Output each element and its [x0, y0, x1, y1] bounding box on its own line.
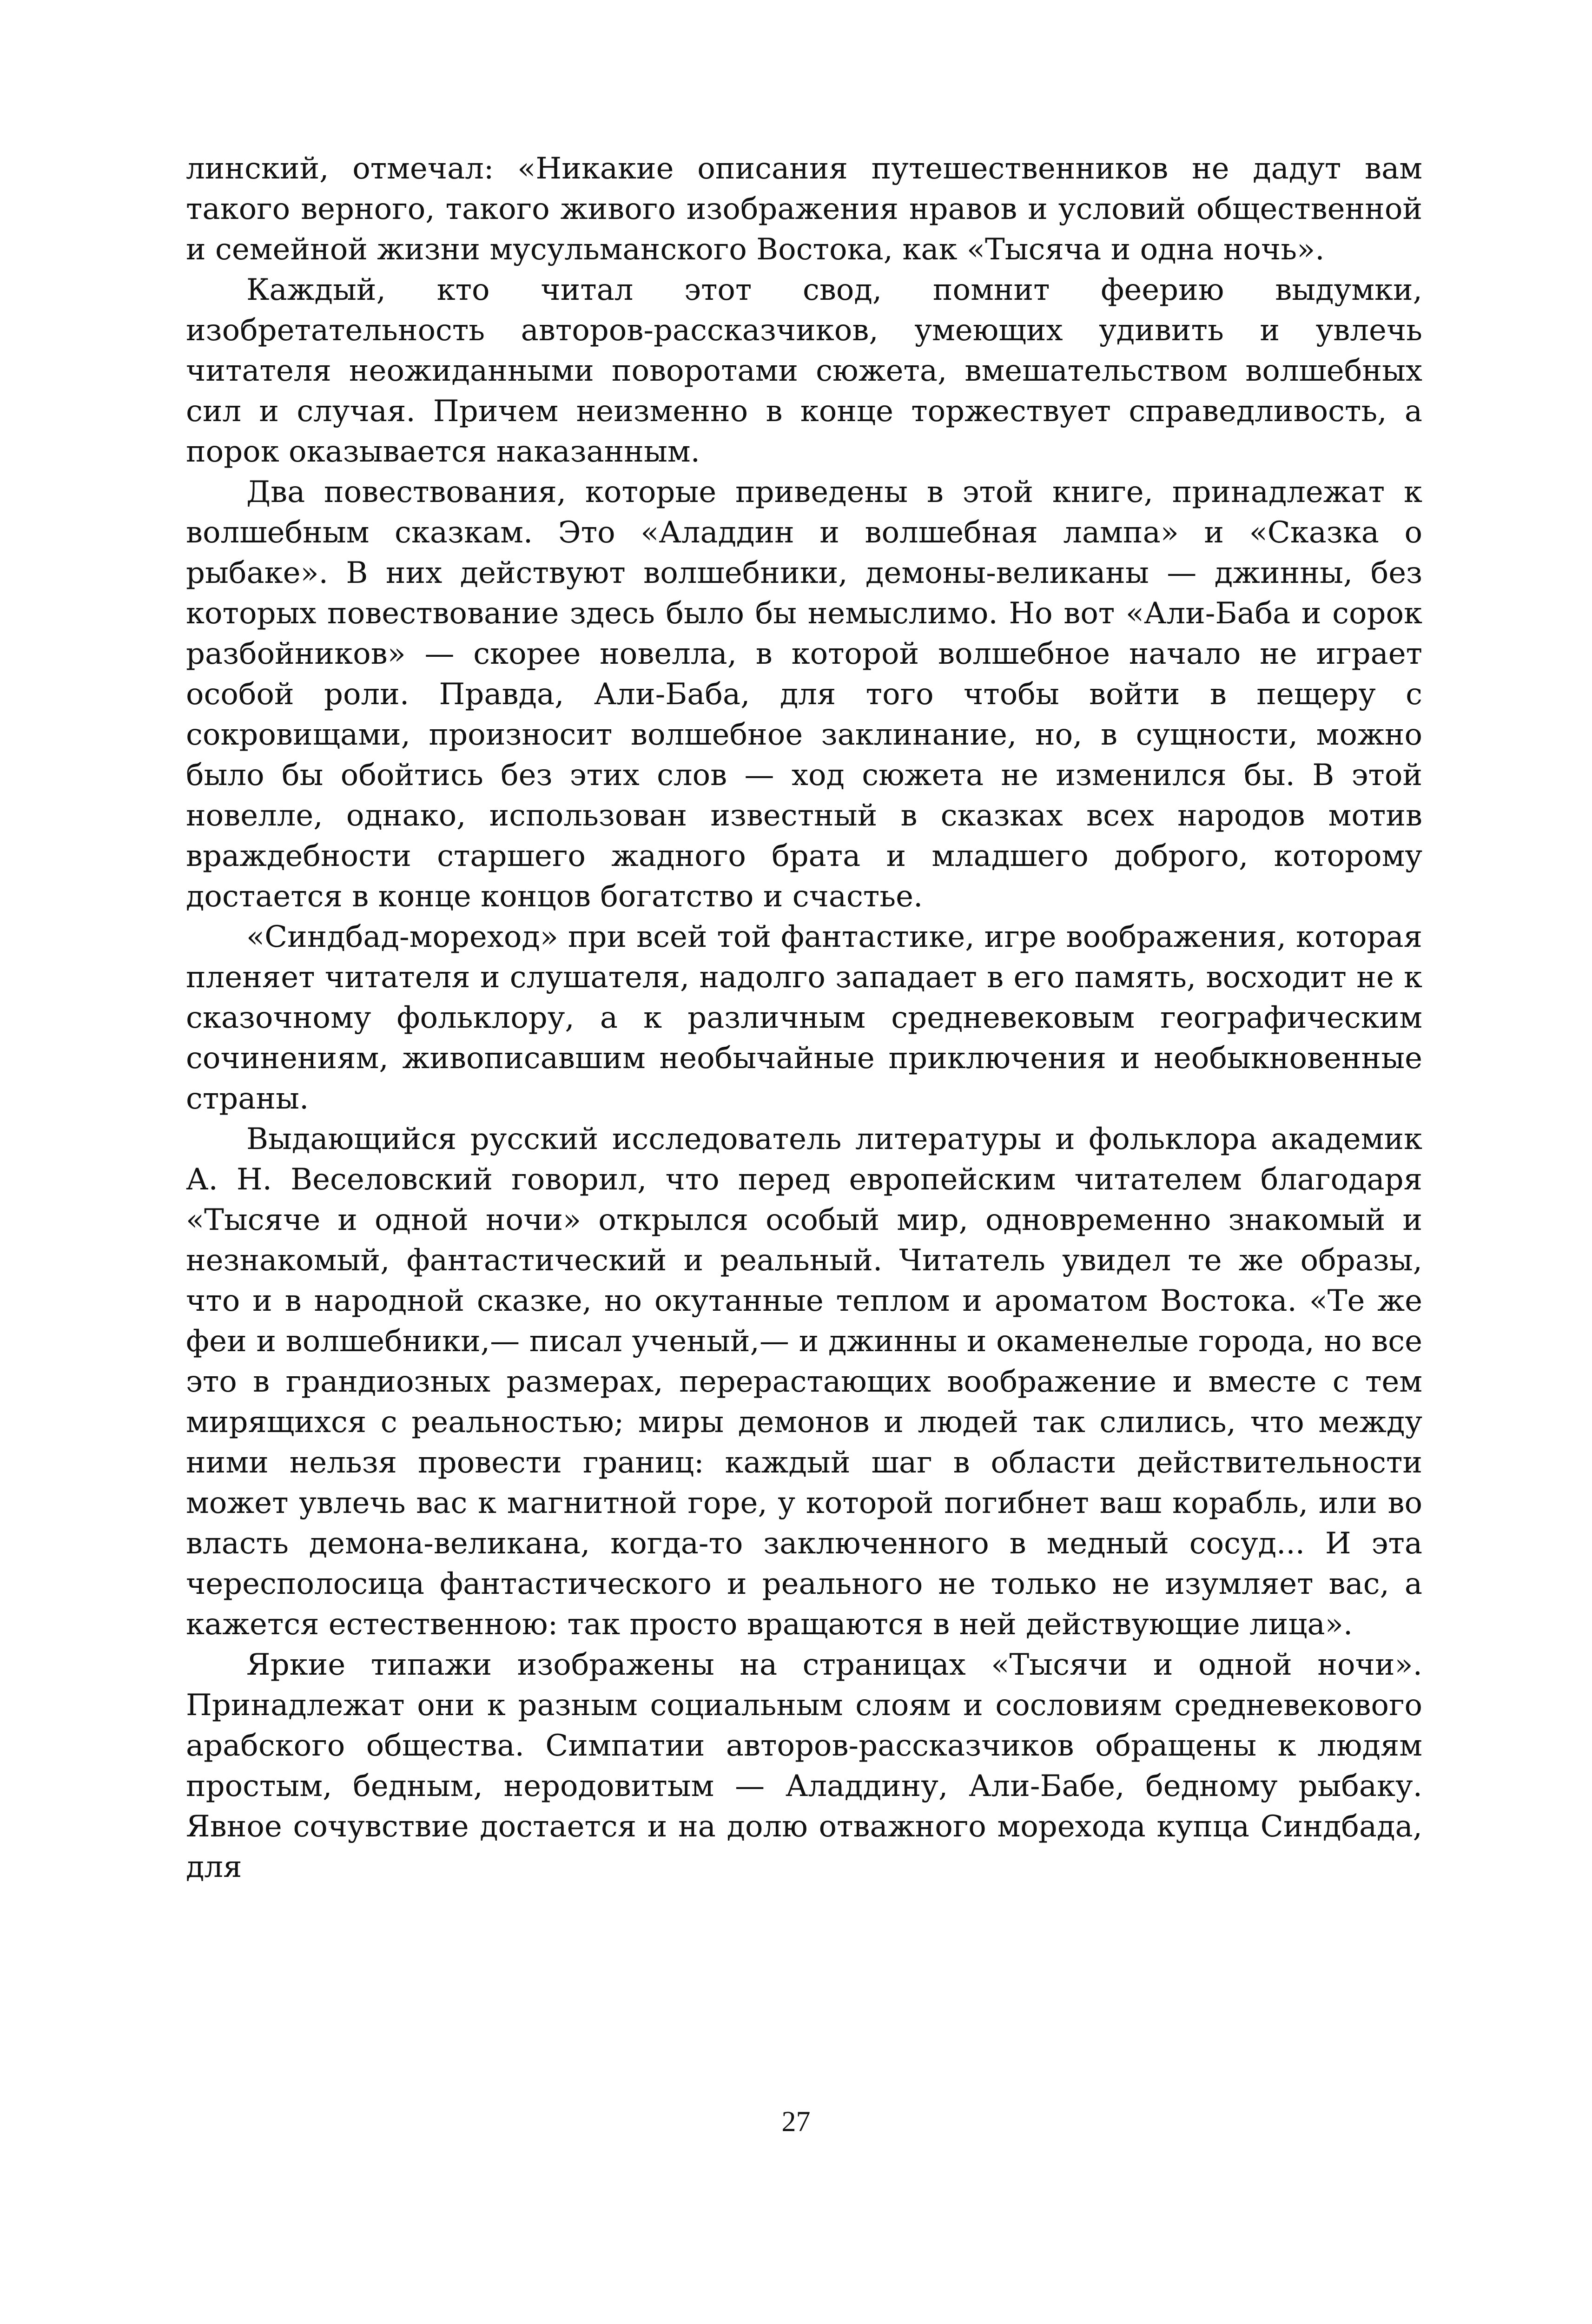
paragraph-3: Два повествования, которые приведены в этой книге, принадлежат к волшебным сказкам. Это «Аладдин и волшебная лампа» и «Сказка о рыбаке». В них действуют волшебники, демоны-великаны — джинны, без которых повествование здесь было бы немыслимо. Но вот «Али-Баба и сорок разбойников» — скорее новелла, в которой волшебное начало не играет особой роли. Правда, Али-Баба, для того чтобы войти в пещеру с сокровищами, произносит волшебное заклинание, но, в сущности, можно было бы обойтись без этих слов — ход сюжета не изменился бы. В этой новелле, однако, использован известный в сказках всех народов мотив враждебности старшего жадного брата и младшего доброго, которому достается в конце концов богатство и счастье. — [186, 475, 1422, 914]
paragraph-4: «Синдбад-мореход» при всей той фантастике, игре воображения, которая пленяет читателя и слушателя, надолго западает в его память, восходит не к сказочному фольклору, а к различным средневековым географическим сочинениям, живописавшим необычайные приключения и необыкновенные страны. — [186, 920, 1422, 1116]
paragraph-2: Каждый, кто читал этот свод, помнит феерию выдумки, изобретательность авторов-рассказчиков, умеющих удивить и увлечь читателя неожиданными поворотами сюжета, вмешательством волшебных сил и случая. Причем неизменно в конце торжествует справедливость, а порок оказывается наказанным. — [186, 273, 1422, 469]
paragraph-1: линский, отмечал: «Никакие описания путешественников не дадут вам такого верного, такого живого изображения нравов и условий общественной и семейной жизни мусульманского Востока, как «Тысяча и одна ночь». — [186, 152, 1422, 267]
paragraph-5: Выдающийся русский исследователь литературы и фольклора академик А. Н. Веселовский говорил, что перед европейским читателем благодаря «Тысяче и одной ночи» открылся особый мир, одновременно знакомый и незнакомый, фантастический и реальный. Читатель увидел те же образы, что и в народной сказке, но окутанные теплом и ароматом Востока. «Те же феи и волшебники,— писал ученый,— и джинны и окаменелые города, но все это в грандиозных размерах, перерастающих воображение и вместе с тем мирящихся с реальностью; миры демонов и людей так слились, что между ними нельзя провести границ: каждый шаг в области действительности может увлечь вас к магнитной горе, у которой погибнет ваш корабль, или во власть демона-великана, когда-то заключенного в медный сосуд... И эта чересполосица фантастического и реального не только не изумляет вас, а кажется естественною: так просто вращаются в ней действующие лица». — [186, 1122, 1422, 1642]
page-number: 27 — [781, 2106, 811, 2138]
paragraph-6: Яркие типажи изображены на страницах «Тысячи и одной ночи». Принадлежат они к разным социальным слоям и сословиям средневекового арабского общества. Симпатии авторов-рассказчиков обращены к людям простым, бедным, неродовитым — Аладдину, Али-Бабе, бедному рыбаку. Явное сочувствие достается и на долю отважного морехода купца Синдбада, для — [186, 1648, 1422, 1884]
body-text — [186, 149, 1422, 1888]
